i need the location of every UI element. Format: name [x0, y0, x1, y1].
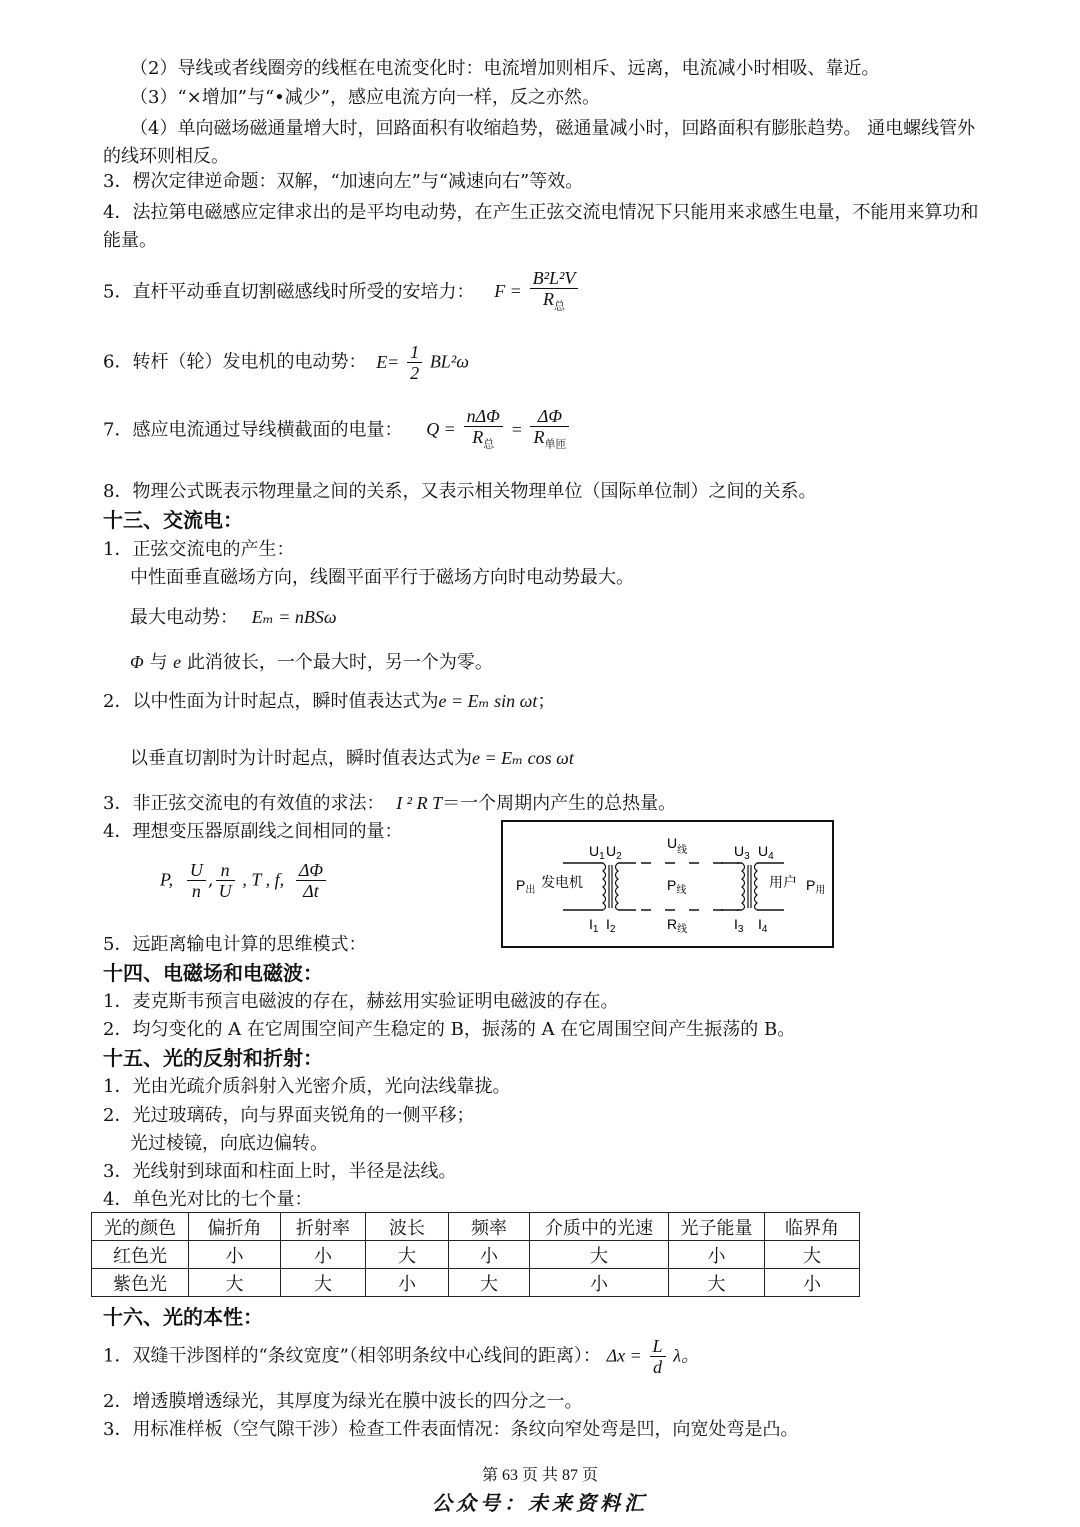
- numerator: U: [187, 860, 206, 881]
- formula-line-charge: [103, 406, 571, 456]
- table-cell: 大: [189, 1269, 281, 1297]
- text-line: 4．理想变压器原副线之间相同的量：: [103, 821, 403, 842]
- formula-line-transformer: P, $\frac{U}{n}$ , $\frac{n}{U}$ , T , f, $\frac{\Delta\Phi}{\Delta t}$: [160, 860, 328, 912]
- table-header-cell: 偏折角: [189, 1213, 281, 1241]
- table-cell: 大: [530, 1241, 669, 1269]
- text-line: [103, 792, 676, 815]
- formula: Eₘ = nBSω: [251, 607, 337, 627]
- text-line: 3．光线射到球面和柱面上时，半径是法线。: [103, 1161, 457, 1182]
- text-line: [130, 651, 493, 674]
- equals-sign: =: [510, 419, 523, 440]
- formula-part: P,: [160, 869, 174, 890]
- label-i2: $I_2$: [606, 916, 616, 935]
- denominator: U: [218, 881, 232, 901]
- table-cell: 小: [366, 1269, 449, 1297]
- text-line: （3）“×增加”与“•减少”，感应电流方向一样，反之亦然。: [130, 87, 600, 108]
- coil-icon: [742, 863, 745, 910]
- label-user: 用户: [769, 874, 797, 890]
- numerator: nΔΦ: [464, 406, 503, 427]
- fraction: [464, 406, 503, 455]
- text-line: 2．光过玻璃砖，向与界面夹锐角的一侧平移；: [103, 1105, 475, 1126]
- table-cell: 小: [449, 1241, 530, 1269]
- table-cell: 大: [765, 1241, 860, 1269]
- fraction: [187, 860, 206, 901]
- text-fragment: 与: [149, 652, 168, 673]
- text-line: （2）导线或者线圈旁的线框在电流变化时：电流增加则相斥、远离，电流减小时相吸、靠近。: [130, 58, 880, 79]
- formula-rhs: λ。: [673, 1345, 700, 1366]
- text-line: 4．单色光对比的七个量：: [103, 1189, 313, 1210]
- page-number: 第 63 页 共 87 页: [481, 1467, 598, 1484]
- denominator: Δt: [303, 881, 319, 901]
- formula-lhs: E=: [376, 351, 400, 372]
- table-cell: 紫色光: [92, 1269, 189, 1297]
- numerator: ΔΦ: [296, 860, 326, 881]
- table-cell: 小: [669, 1241, 765, 1269]
- numerator: B²L²V: [530, 268, 579, 289]
- table-row: [92, 1269, 860, 1297]
- formula-line-ampere-force: [103, 268, 580, 318]
- table-cell: 大: [669, 1269, 765, 1297]
- table-cell: 大: [281, 1269, 366, 1297]
- formula-rhs: BL²ω: [429, 351, 469, 372]
- text-line: 2．增透膜增透绿光，其厚度为绿光在膜中波长的四分之一。: [103, 1391, 583, 1412]
- text-paragraph: （4）单向磁场磁通量增大时，回路面积有收缩趋势，磁通量减小时，回路面积有膨胀趋势。 通电螺线管外的线环则相反。: [103, 118, 976, 167]
- numerator: 1: [407, 342, 422, 363]
- formula-lhs: Q =: [426, 419, 456, 440]
- table-cell: 大: [366, 1241, 449, 1269]
- table-cell: 红色光: [92, 1241, 189, 1269]
- label-u-line: $U_线$: [667, 835, 688, 856]
- label-u4: $U_4$: [758, 843, 774, 862]
- table-header-cell: 光子能量: [669, 1213, 765, 1241]
- formula-label: 6．转杆（轮）发电机的电动势：: [103, 351, 367, 373]
- section-heading-light-nature: 十六、光的本性：: [103, 1305, 263, 1329]
- power-transmission-diagram: [501, 820, 834, 948]
- table-cell: 小: [530, 1269, 669, 1297]
- label-p-use: $P_用$: [806, 877, 826, 896]
- text-fragment: 3．非正弦交流电的有效值的求法：: [103, 793, 385, 814]
- formula-lhs: F =: [494, 281, 522, 302]
- table-header-row: [92, 1213, 860, 1241]
- label-i4: $I_4$: [758, 916, 768, 935]
- coil-icon: [616, 863, 619, 910]
- fraction: [296, 860, 326, 901]
- table-header-cell: 临界角: [765, 1213, 860, 1241]
- light-comparison-table: [91, 1212, 860, 1297]
- coil-icon: [603, 863, 606, 910]
- numerator: ΔΦ: [530, 406, 569, 427]
- text-line: 5．远距离输电计算的思维模式：: [103, 934, 367, 955]
- label-u1: $U_1$: [589, 843, 605, 862]
- phi-symbol: Φ: [130, 652, 144, 672]
- label-p-out: $P_出$: [516, 877, 536, 896]
- table-cell: 小: [765, 1269, 860, 1297]
- text-fragment: 2．以中性面为计时起点，瞬时值表达式为: [103, 691, 439, 712]
- text-paragraph: 4．法拉第电磁感应定律求出的是平均电动势，在产生正弦交流电情况下只能用来求感生电量，不能用来算功和能量。: [103, 202, 979, 251]
- formula-line-cos: [130, 747, 574, 770]
- text-fragment: 以垂直切割时为计时起点，瞬时值表达式为: [130, 748, 472, 769]
- formula: e = Eₘ sin ωt: [438, 691, 538, 711]
- section-heading-em: 十四、电磁场和电磁波：: [103, 961, 323, 985]
- fraction: [407, 342, 422, 383]
- table-cell: 小: [189, 1241, 281, 1269]
- brand-footer: 公众号：未来资料汇: [432, 1491, 648, 1515]
- denominator: 2: [410, 363, 420, 383]
- fraction: [530, 406, 569, 455]
- fraction: [530, 268, 579, 317]
- formula-line-fringe-width: [103, 1336, 699, 1382]
- formula-label: 5．直杆平动垂直切割磁感线时所受的安培力：: [103, 281, 475, 303]
- table-header-cell: 折射率: [281, 1213, 366, 1241]
- text-line: 中性面垂直磁场方向，线圈平面平行于磁场方向时电动势最大。: [130, 567, 634, 588]
- label-p-line: $P_线$: [667, 877, 687, 896]
- label-i1: $I_1$: [589, 916, 599, 935]
- label-r-line: $R_线$: [667, 916, 688, 935]
- formula-line-sin: [103, 690, 555, 713]
- text-line: 3．用标准样板（空气隙干涉）检查工件表面情况：条纹向窄处弯是凹，向宽处弯是凸。: [103, 1419, 799, 1440]
- text-line: 8．物理公式既表示物理量之间的关系，又表示相关物理单位（国际单位制）之间的关系。: [103, 481, 817, 502]
- numerator: L: [650, 1336, 666, 1357]
- label-u3: $U_3$: [734, 843, 750, 862]
- text-line: 1．光由光疏介质斜射入光密介质，光向法线靠拢。: [103, 1076, 511, 1097]
- formula: I ² R T: [396, 793, 443, 813]
- table-row: [92, 1241, 860, 1269]
- coil-icon: [755, 863, 758, 910]
- formula-part: , T , f,: [242, 869, 285, 890]
- table-cell: 大: [449, 1269, 530, 1297]
- formula-line-generator-emf: [103, 342, 469, 388]
- section-heading-optics: 十五、光的反射和折射：: [103, 1046, 323, 1070]
- label-generator: 发电机: [541, 874, 583, 890]
- text-line: 1．麦克斯韦预言电磁波的存在，赫兹用实验证明电磁波的存在。: [103, 991, 619, 1012]
- table-cell: 小: [281, 1241, 366, 1269]
- table-header-cell: 介质中的光速: [530, 1213, 669, 1241]
- denominator: $R_总$: [542, 289, 565, 313]
- text-fragment: ＝一个周期内产生的总热量。: [442, 793, 677, 814]
- text-line: 1．正弦交流电的产生：: [103, 539, 295, 560]
- formula-label: 最大电动势：: [130, 607, 238, 628]
- numerator: n: [216, 860, 235, 881]
- formula-label: 7．感应电流通过导线横截面的电量：: [103, 419, 403, 441]
- label-i3: $I_3$: [734, 916, 744, 935]
- section-heading-ac: 十三、交流电：: [103, 508, 243, 532]
- text-line: 2．均匀变化的 A 在它周围空间产生稳定的 B，振荡的 A 在它周围空间产生振荡的 B。: [103, 1019, 796, 1040]
- denominator: $R_总$: [472, 427, 495, 451]
- table-header-cell: 光的颜色: [92, 1213, 189, 1241]
- denominator: $R_{单匝}$: [533, 427, 567, 451]
- text-line: 3．楞次定律逆命题：双解，“加速向左”与“减速向右”等效。: [103, 171, 584, 192]
- formula-line-max-emf: [130, 606, 337, 629]
- fraction: [650, 1336, 666, 1377]
- text-fragment: 1．双缝干涉图样的“条纹宽度”（相邻明条纹中心线间的距离）：: [103, 1345, 601, 1367]
- formula-lhs: Δx =: [606, 1345, 642, 1366]
- denominator: n: [191, 881, 201, 901]
- table-header-cell: 频率: [449, 1213, 530, 1241]
- denominator: d: [653, 1357, 663, 1377]
- text-fragment: 此消彼长，一个最大时，另一个为零。: [186, 652, 493, 673]
- formula: e = Eₘ cos ωt: [472, 748, 574, 768]
- e-symbol: e: [173, 652, 182, 672]
- label-u2: $U_2$: [606, 843, 622, 862]
- text-line: 光过棱镜，向底边偏转。: [130, 1133, 328, 1154]
- fraction: [216, 860, 235, 901]
- text-fragment: ；: [537, 691, 556, 712]
- table-header-cell: 波长: [366, 1213, 449, 1241]
